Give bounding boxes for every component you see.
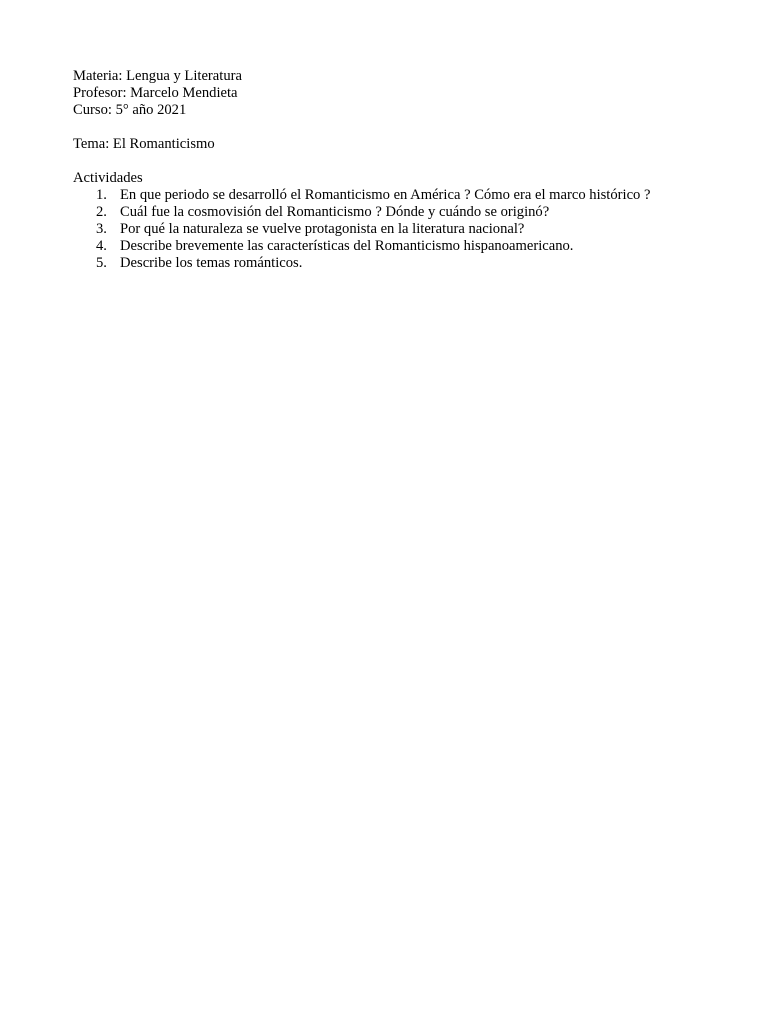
list-item: [73, 238, 713, 255]
activities-heading: Actividades: [73, 170, 143, 186]
item-text: Describe brevemente las características del Romanticismo hispanoamericano.: [120, 238, 574, 254]
item-number: 1.: [96, 187, 107, 203]
subject-line: Materia: Lengua y Literatura: [73, 68, 242, 84]
item-number: 4.: [96, 238, 107, 254]
course-line: Curso: 5° año 2021: [73, 102, 187, 118]
spacer: [73, 153, 713, 170]
list-item: [73, 187, 713, 204]
spacer: [73, 119, 713, 136]
item-text: Por qué la naturaleza se vuelve protagonista en la literatura nacional?: [120, 221, 525, 237]
teacher-line: Profesor: Marcelo Mendieta: [73, 85, 238, 101]
item-number: 3.: [96, 221, 107, 237]
document-page: [73, 68, 713, 272]
item-text: En que periodo se desarrolló el Romanticismo en América ? Cómo era el marco histórico ?: [120, 187, 651, 203]
item-number: 5.: [96, 255, 107, 271]
list-item: [73, 204, 713, 221]
topic-line: Tema: El Romanticismo: [73, 136, 215, 152]
item-number: 2.: [96, 204, 107, 220]
list-item: [73, 255, 713, 272]
item-text: Cuál fue la cosmovisión del Romanticismo ? Dónde y cuándo se originó?: [120, 204, 550, 220]
list-item: [73, 221, 713, 238]
item-text: Describe los temas románticos.: [120, 255, 303, 271]
activities-list: [73, 187, 713, 272]
